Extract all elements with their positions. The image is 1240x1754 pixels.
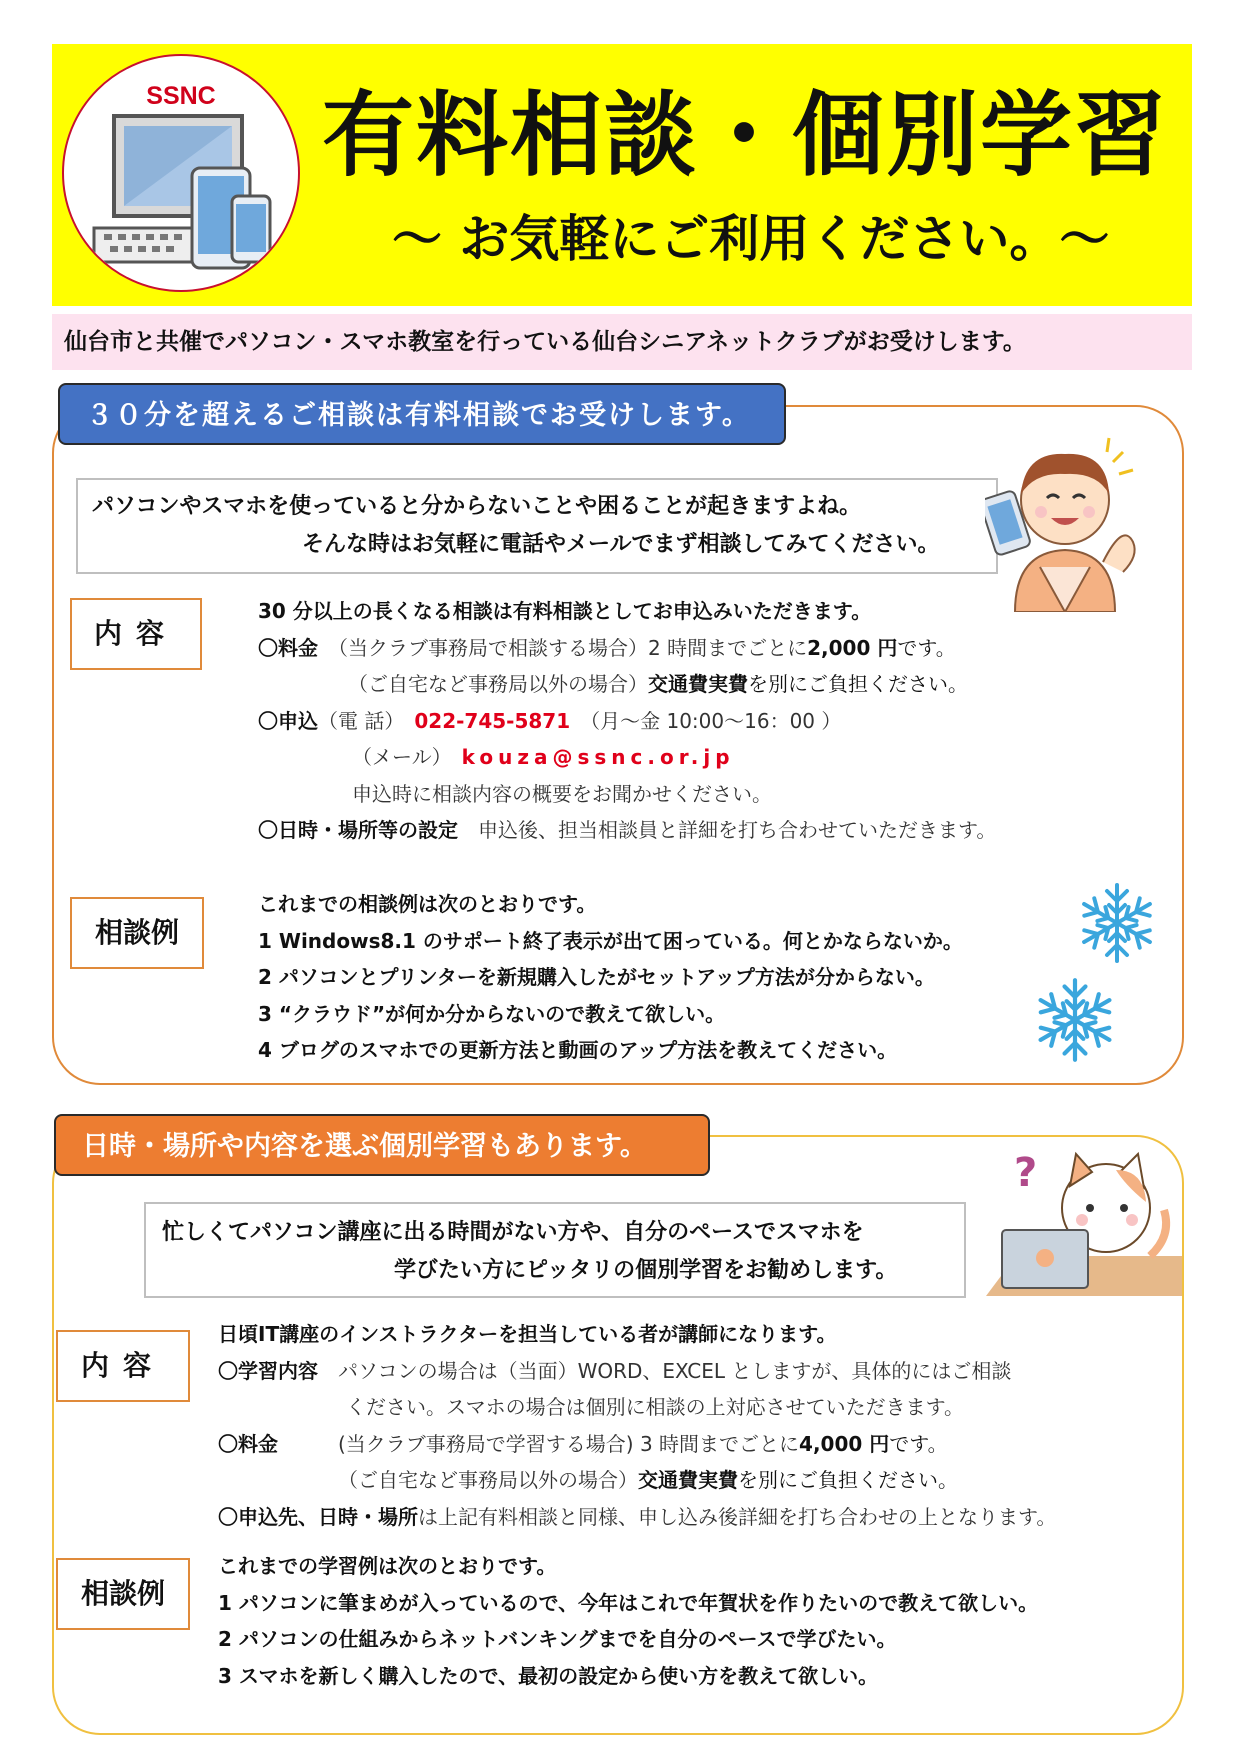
individual-learning-heading: 日時・場所や内容を選ぶ個別学習もあります。	[54, 1114, 710, 1176]
schedule-text: 申込後、担当相談員と詳細を打ち合わせていただきます。	[478, 818, 997, 842]
apply-mail-line	[258, 739, 996, 776]
fee-text: （当クラブ事務局で相談する場合）2 時間までごとに	[338, 635, 808, 660]
snowflake-icon	[1074, 880, 1160, 966]
apply-label: 〇申込	[258, 708, 318, 733]
logo-text: SSNC	[146, 82, 216, 110]
fee-line-2	[258, 666, 996, 703]
study-label: 〇学習内容	[218, 1358, 318, 1383]
examples-label: 相談例	[56, 1558, 190, 1630]
paid-consultation-heading: ３０分を超えるご相談は有料相談でお受けします。	[58, 383, 786, 445]
fee-line-1	[258, 630, 996, 667]
paid-consultation-details	[258, 593, 996, 849]
phone-number[interactable]: 022-745-5871	[414, 708, 571, 733]
apply-line	[218, 1499, 1056, 1536]
callout-line-2: そんな時はお気軽に電話やメールでまず相談してみてください。	[302, 532, 940, 557]
apply-text: は上記有料相談と同様、申し込み後詳細を打ち合わせの上となります。	[418, 1504, 1057, 1529]
consultation-callout	[76, 478, 998, 574]
learning-examples	[218, 1548, 1038, 1694]
apply-phone-line	[258, 703, 996, 740]
content-label: 内容	[70, 598, 202, 670]
fee-suffix: です。	[897, 635, 956, 660]
fee-label: 〇料金	[258, 635, 318, 660]
cat-with-laptop-illustration	[986, 1146, 1182, 1302]
example-item: 4 ブログのスマホでの更新方法と動画のアップ方法を教えてください。	[258, 1038, 898, 1063]
detail-lead: 日頃IT講座のインストラクターを担当している者が講師になります。	[218, 1322, 837, 1346]
example-item: 3 スマホを新しく購入したので、最初の設定から使い方を教えて欲しい。	[218, 1663, 879, 1688]
fee-line2-text: （ご自宅など事務局以外の場合）	[348, 672, 648, 696]
fee-line2-suffix: を別にご負担ください。	[738, 1468, 958, 1492]
schedule-line	[258, 812, 996, 849]
schedule-label: 〇日時・場所等の設定	[258, 818, 458, 842]
study-line-2: ください。スマホの場合は個別に相談の上対応させていただきます。	[346, 1395, 964, 1419]
callout-line-1: パソコンやスマホを使っていると分からないことや困ることが起きますよね。	[92, 494, 862, 519]
fee-amount: 2,000 円	[807, 635, 898, 660]
study-line-1	[218, 1353, 1056, 1390]
callout-line-2: 学びたい方にピッタリの個別学習をお勧めします。	[394, 1258, 898, 1283]
apply-note: 申込時に相談内容の概要をお聞かせください。	[352, 781, 772, 806]
example-item: 2 パソコンの仕組みからネットバンキングまでを自分のペースで学びたい。	[218, 1627, 897, 1652]
fee-line2-text: （ご自宅など事務局以外の場合）	[338, 1468, 638, 1492]
phone-label: （電 話）	[318, 708, 395, 733]
examples-label: 相談例	[70, 897, 204, 969]
computer-illustration	[64, 56, 300, 292]
study-text-1: パソコンの場合は（当面）WORD、EXCEL としますが、具体的にはご相談	[338, 1358, 1012, 1383]
fee-line-1	[218, 1426, 1056, 1463]
example-item: 3 “クラウド”が何か分からないので教えて欲しい。	[258, 1001, 726, 1026]
example-intro: これまでの相談例は次のとおりです。	[258, 892, 597, 916]
apply-label: 〇申込先、日時・場所	[218, 1504, 418, 1529]
snowflake-icon	[1030, 975, 1120, 1065]
fee-suffix: です。	[889, 1431, 948, 1456]
example-intro: これまでの学習例は次のとおりです。	[218, 1554, 557, 1578]
fee-amount: 4,000 円	[799, 1431, 890, 1456]
intro-banner: 仙台市と共催でパソコン・スマホ教室を行っている仙台シニアネットクラブがお受けします。	[52, 314, 1192, 370]
fee-line2-bold: 交通費実費	[638, 1468, 738, 1492]
content-label: 内容	[56, 1330, 190, 1402]
example-item: 1 Windows8.1 のサポート終了表示が出て困っている。何とかならないか。	[258, 928, 963, 953]
learning-callout	[144, 1202, 966, 1298]
consultation-examples	[258, 886, 963, 1069]
individual-learning-details	[218, 1316, 1056, 1535]
fee-label: 〇料金	[218, 1431, 278, 1456]
fee-line-2	[218, 1462, 1056, 1499]
email-link[interactable]: kouza@ssnc.or.jp	[461, 745, 735, 769]
question-mark-icon: ?	[1014, 1150, 1038, 1196]
header-banner	[52, 44, 1192, 306]
detail-lead: 30 分以上の長くなる相談は有料相談としてお申込みいただきます。	[258, 599, 872, 623]
fee-line2-suffix: を別にご負担ください。	[748, 672, 968, 696]
phone-hours: （月～金 10:00～16：00 ）	[590, 708, 842, 733]
mail-label: （メール）	[352, 745, 442, 769]
callout-line-1: 忙しくてパソコン講座に出る時間がない方や、自分のペースでスマホを	[162, 1220, 864, 1245]
example-item: 2 パソコンとプリンターを新規購入したがセットアップ方法が分からない。	[258, 965, 935, 990]
fee-line2-bold: 交通費実費	[648, 672, 748, 696]
ssnc-logo	[62, 54, 300, 292]
page-subtitle: ～ お気軽にご利用ください。～	[392, 210, 1110, 268]
page-title: 有料相談・個別学習	[322, 82, 1169, 189]
woman-with-phone-illustration	[985, 432, 1145, 612]
example-item: 1 パソコンに筆まめが入っているので、今年はこれで年賀状を作りたいので教えて欲しい。	[218, 1590, 1039, 1615]
fee-text: (当クラブ事務局で学習する場合) 3 時間までごとに	[338, 1431, 800, 1456]
